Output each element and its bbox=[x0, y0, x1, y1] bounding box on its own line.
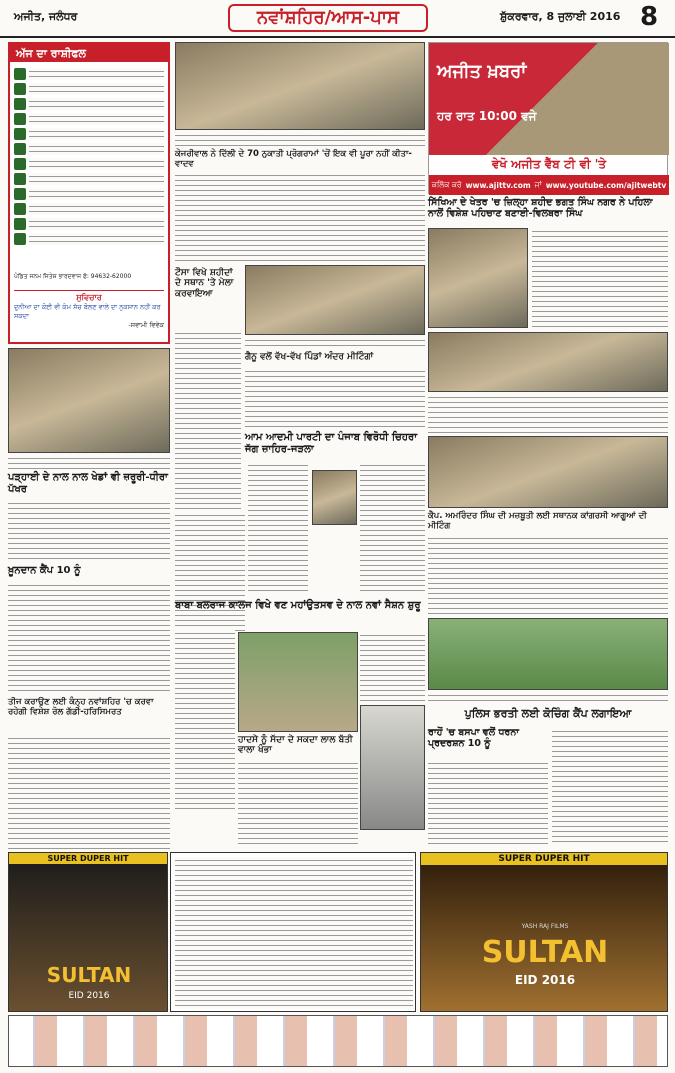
coaching-photo bbox=[428, 618, 668, 690]
portrait-photo bbox=[312, 470, 357, 525]
plantation-photo bbox=[238, 632, 358, 732]
ad-banner: SUPER DUPER HIT bbox=[9, 853, 167, 864]
headline-aap: ਆਮ ਆਦਮੀ ਪਾਰਟੀ ਦਾ ਪੰਜਾਬ ਵਿਰੋਧੀ ਚਿਹਰਾ ਜੱਗ ਜ਼ਾਹਿਰ-ਜੜਲਾ bbox=[245, 432, 418, 455]
education-photo bbox=[428, 228, 528, 328]
school-photo bbox=[428, 332, 668, 392]
ad-movie-title: SULTAN bbox=[46, 963, 132, 987]
issue-date: ਸ਼ੁੱਕਰਵਾਰ, 8 ਜੁਲਾਈ 2016 bbox=[500, 10, 621, 23]
headline-congress: ਕੈਪ. ਅਮਰਿੰਦਰ ਸਿੰਘ ਦੀ ਮਜ਼ਬੂਤੀ ਲਈ ਸਥਾਨਕ ਕਾਂਗਰਸੀ ਆਗੂਆਂ ਦੀ ਮੀਟਿੰਗ bbox=[428, 511, 647, 531]
photo-caption bbox=[8, 455, 170, 469]
ad-movie-title: SULTAN bbox=[481, 935, 609, 970]
article-body bbox=[360, 462, 425, 592]
zodiac-icon bbox=[14, 173, 26, 185]
headline-kejriwal: ਕੇਜਰੀਵਾਲ ਨੇ ਦਿੱਲੀ ਦੇ 70 ਨੁਕਾਤੀ ਪ੍ਰੋਗਰਾਮਾਂ 'ਚੋਂ ਇਕ ਵੀ ਪੂਰਾ ਨਹੀਂ ਕੀਤਾ-ਵਾਦਵ bbox=[175, 149, 412, 169]
article-body bbox=[552, 728, 668, 845]
zodiac-icon bbox=[14, 128, 26, 140]
zodiac-icon bbox=[14, 233, 26, 245]
photo-caption bbox=[428, 692, 668, 702]
promo-logo: ਅਜੀਤ ਖ਼ਬਰਾਂ bbox=[437, 61, 527, 82]
ad-eid: EID 2016 bbox=[68, 991, 110, 1001]
sponsor-strip bbox=[8, 1015, 668, 1067]
article-body bbox=[532, 228, 668, 328]
promo-photo bbox=[429, 43, 669, 155]
headline-traffic-light: ਹਾਦਸੇ ਨੂੰ ਸੱਦਾ ਦੇ ਸਕਦਾ ਲਾਲ ਬੱਤੀ ਵਾਲਾ ਖੰਭਾ bbox=[238, 735, 353, 756]
promo-click: ਕਲਿੱਕ ਕਰੋ bbox=[431, 180, 462, 189]
thought-title: ਸੁਵਿਚਾਰ bbox=[76, 293, 102, 302]
meeting-photo bbox=[175, 42, 425, 130]
headline-college: ਬਾਬਾ ਬਲਰਾਜ ਕਾਲਜ ਵਿਖੇ ਵਣ ਮਹਾਂਉਤਸਵ ਦੇ ਨਾਲ ਨਵਾਂ ਸੈਸ਼ਨ ਸ਼ੁਰੂ bbox=[175, 600, 421, 611]
horoscope-title: ਅੱਜ ਦਾ ਰਾਸ਼ੀਫਲ bbox=[10, 44, 168, 62]
article-body bbox=[245, 368, 425, 428]
article-body bbox=[175, 512, 245, 632]
zodiac-icon bbox=[14, 188, 26, 200]
article-body bbox=[360, 632, 425, 702]
headline-blood-camp: ਖ਼ੂਨਦਾਨ ਕੈਂਪ 10 ਨੂੰ bbox=[8, 565, 81, 576]
leaders-photo bbox=[245, 265, 425, 335]
article-body bbox=[8, 735, 170, 850]
ad-eid: EID 2016 bbox=[514, 973, 576, 987]
zodiac-icon bbox=[14, 143, 26, 155]
traffic-light-photo bbox=[360, 705, 425, 830]
headline-sports: ਪੜ੍ਹਾਈ ਦੇ ਨਾਲ ਨਾਲ ਖੇਡਾਂ ਵੀ ਜ਼ਰੂਰੀ-ਧੀਰਾ ਪੱਖਰ bbox=[8, 472, 168, 495]
zodiac-icon bbox=[14, 113, 26, 125]
headline-tausa: ਟੌਸਾ ਵਿਖੇ ਸ਼ਹੀਦਾਂ ਦੇ ਸਥਾਨ 'ਤੇ ਮੇਲਾ ਕਰਵਾਇਆ bbox=[175, 268, 234, 299]
article-body bbox=[428, 760, 548, 845]
thought-text: ਦੁਨੀਆ ਦਾ ਕੋਈ ਵੀ ਕੰਮ ਸੱਚ ਬੋਲਣ ਵਾਲੇ ਦਾ ਨੁਕਸਾਨ ਨਹੀਂ ਕਰ ਸਕਦਾ bbox=[14, 303, 161, 320]
article-body bbox=[238, 760, 358, 845]
photo-caption bbox=[245, 337, 425, 349]
article-body bbox=[175, 330, 241, 510]
headline-bsp: ਰਾਹੋਂ 'ਚ ਬਸਪਾ ਵਲੋਂ ਧਰਨਾ ਪ੍ਰਦਰਸ਼ਨ 10 ਨੂੰ bbox=[428, 727, 519, 749]
article-body bbox=[428, 535, 668, 615]
zodiac-icon bbox=[14, 98, 26, 110]
students-photo bbox=[8, 348, 170, 453]
promo-url-1[interactable]: www.ajittv.com bbox=[465, 180, 531, 190]
article-body bbox=[248, 462, 308, 592]
cinema-listings bbox=[170, 852, 416, 1012]
article-body bbox=[8, 500, 170, 560]
ad-studio: YASH RAJ FILMS bbox=[521, 923, 569, 930]
promo-url-2[interactable]: www.youtube.com/ajitwebtv bbox=[545, 180, 667, 190]
article-body bbox=[8, 582, 170, 692]
horoscope-entries bbox=[14, 68, 164, 268]
masthead bbox=[0, 0, 675, 38]
ad-banner: SUPER DUPER HIT bbox=[421, 853, 667, 865]
section-title: ਨਵਾਂਸ਼ਹਿਰ/ਆਸ-ਪਾਸ bbox=[228, 4, 428, 32]
promo-or: ਜਾਂ bbox=[534, 180, 542, 189]
thought-author: -ਸਵਾਮੀ ਵਿਵੇਕ bbox=[128, 321, 164, 329]
sultan-ad-right bbox=[420, 852, 668, 1012]
zodiac-icon bbox=[14, 83, 26, 95]
page-number: 8 bbox=[640, 2, 659, 32]
edition-label: ਅਜੀਤ, ਜਲੰਧਰ bbox=[14, 10, 78, 23]
ajit-tv-promo bbox=[428, 42, 668, 194]
headline-gainu: ਗੈਨੂ ਵਲੋਂ ਵੱਖ-ਵੱਖ ਪਿੰਡਾਂ ਅੰਦਰ ਮੀਟਿੰਗਾਂ bbox=[245, 352, 374, 362]
horoscope-box bbox=[8, 42, 170, 344]
article-body bbox=[428, 394, 668, 434]
headline-police: ਪੁਲਿਸ ਭਰਤੀ ਲਈ ਕੋਚਿੰਗ ਕੈਂਪ ਲਗਾਇਆ bbox=[464, 707, 632, 720]
article-body bbox=[175, 172, 425, 262]
promo-time: ਹਰ ਰਾਤ 10:00 ਵਜੇ bbox=[437, 109, 537, 123]
headline-teej: ਤੀਜ ਕਰਾਉਣ ਲਈ ਕੰਨ੍ਹ ਨਵਾਂਸ਼ਹਿਰ 'ਚ ਕਰਵਾ ਰਹੇਗੀ ਵਿਸ਼ੇਸ਼ ਰੋਲ ਗੱਡੀ-ਹਰਿਸਿਮਰਤ bbox=[8, 697, 154, 717]
zodiac-icon bbox=[14, 203, 26, 215]
thought-box bbox=[14, 290, 164, 330]
article-body bbox=[175, 630, 235, 810]
congress-meeting-photo bbox=[428, 436, 668, 508]
zodiac-icon bbox=[14, 218, 26, 230]
sultan-ad-left bbox=[8, 852, 168, 1012]
promo-watch: ਵੇਖੋ ਅਜੀਤ ਵੈੱਬ ਟੀ ਵੀ 'ਤੇ bbox=[491, 157, 607, 171]
headline-education: ਸਿੱਖਿਆ ਦੇ ਖੇਤਰ 'ਚ ਜ਼ਿਲ੍ਹਾ ਸ਼ਹੀਦ ਭਗਤ ਸਿੰਘ ਨਗਰ ਨੇ ਪਹਿਲਾ ਨਾਲੋਂ ਵਿਸ਼ੇਸ਼ ਪਹਿਚਾਣ ਬਣਾਈ-ਵਿਲਬਰਾ ਸਿੰਘ bbox=[428, 197, 653, 219]
zodiac-icon bbox=[14, 158, 26, 170]
photo-caption bbox=[175, 132, 425, 148]
astrologer-credit: ਪੰਡਿਤ ਜਨਮ ਜਿਤੇਸ਼ ਭਾਰਦਵਾਜ ਫੋ: 94632-62000 bbox=[14, 273, 132, 280]
zodiac-icon bbox=[14, 68, 26, 80]
